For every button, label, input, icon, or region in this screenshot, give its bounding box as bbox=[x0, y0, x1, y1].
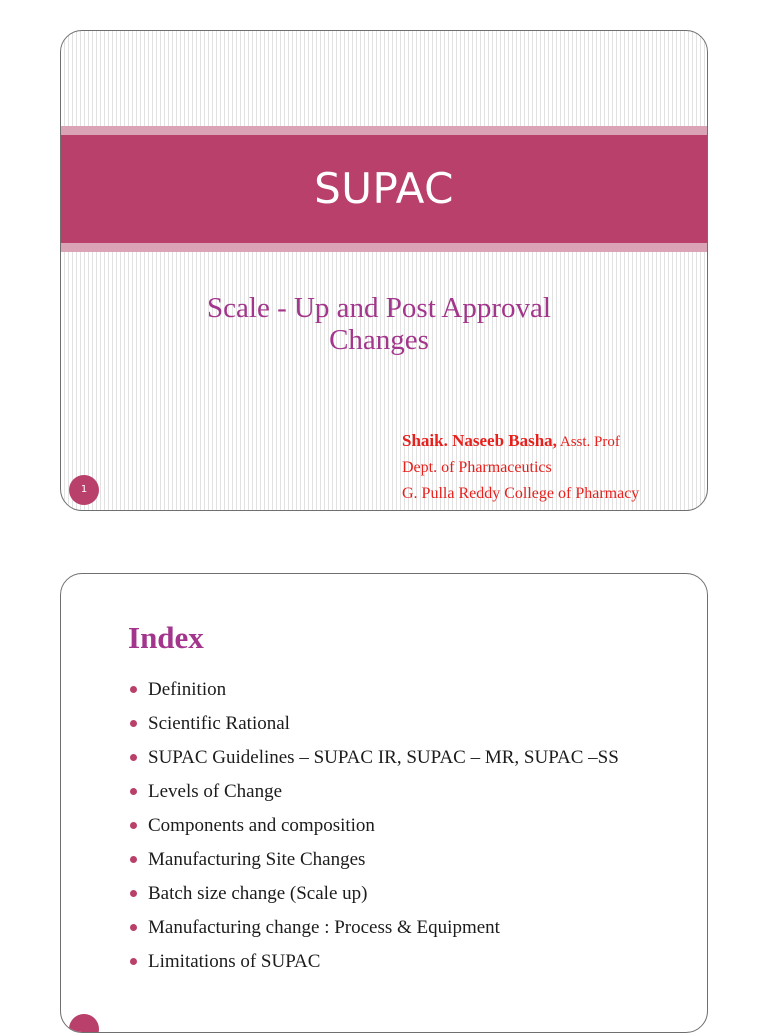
list-item bbox=[129, 675, 619, 709]
list-item bbox=[129, 879, 619, 913]
list-item bbox=[129, 913, 619, 947]
list-item-text: SUPAC Guidelines – SUPAC IR, SUPAC – MR, SUPAC –SS bbox=[148, 747, 619, 768]
list-item-text: Scientific Rational bbox=[148, 713, 290, 734]
list-item-text: Limitations of SUPAC bbox=[148, 951, 321, 972]
list-item-text: Components and composition bbox=[148, 815, 375, 836]
list-item bbox=[129, 709, 619, 743]
author-line bbox=[402, 428, 639, 455]
bullet-icon bbox=[130, 686, 137, 693]
list-item bbox=[129, 845, 619, 879]
bullet-icon bbox=[130, 822, 137, 829]
author-block bbox=[402, 428, 639, 507]
bullet-icon bbox=[130, 924, 137, 931]
list-item bbox=[129, 947, 619, 981]
author-name: Shaik. Naseeb Basha, bbox=[402, 431, 557, 450]
slide-number-badge: 1 bbox=[69, 475, 99, 505]
slide-index bbox=[60, 573, 708, 1033]
list-item-text: Manufacturing change : Process & Equipment bbox=[148, 917, 500, 938]
list-item-text: Levels of Change bbox=[148, 781, 283, 802]
list-item-text: Definition bbox=[148, 679, 227, 700]
subtitle-line-1: Scale - Up and Post Approval bbox=[207, 292, 551, 324]
bullet-icon bbox=[130, 856, 137, 863]
list-item-text: Batch size change (Scale up) bbox=[148, 883, 368, 904]
bullet-icon bbox=[130, 788, 137, 795]
list-item bbox=[129, 811, 619, 845]
slide-title-text: SUPAC bbox=[314, 164, 454, 213]
subtitle-line-2: Changes bbox=[329, 324, 429, 356]
list-item-text: Manufacturing Site Changes bbox=[148, 849, 366, 870]
title-band-top-accent bbox=[61, 126, 707, 135]
index-list bbox=[129, 675, 619, 981]
author-department: Dept. of Pharmaceutics bbox=[402, 459, 552, 476]
list-item bbox=[129, 743, 619, 777]
title-band-bottom-accent bbox=[61, 243, 707, 252]
bullet-icon bbox=[130, 958, 137, 965]
slide-subtitle bbox=[61, 292, 697, 356]
author-title: Asst. Prof bbox=[556, 434, 620, 450]
author-college: G. Pulla Reddy College of Pharmacy bbox=[402, 485, 640, 502]
slide-title bbox=[60, 30, 708, 511]
bullet-icon bbox=[130, 720, 137, 727]
bullet-icon bbox=[130, 754, 137, 761]
index-heading: Index bbox=[128, 620, 204, 655]
bullet-icon bbox=[130, 890, 137, 897]
list-item bbox=[129, 777, 619, 811]
